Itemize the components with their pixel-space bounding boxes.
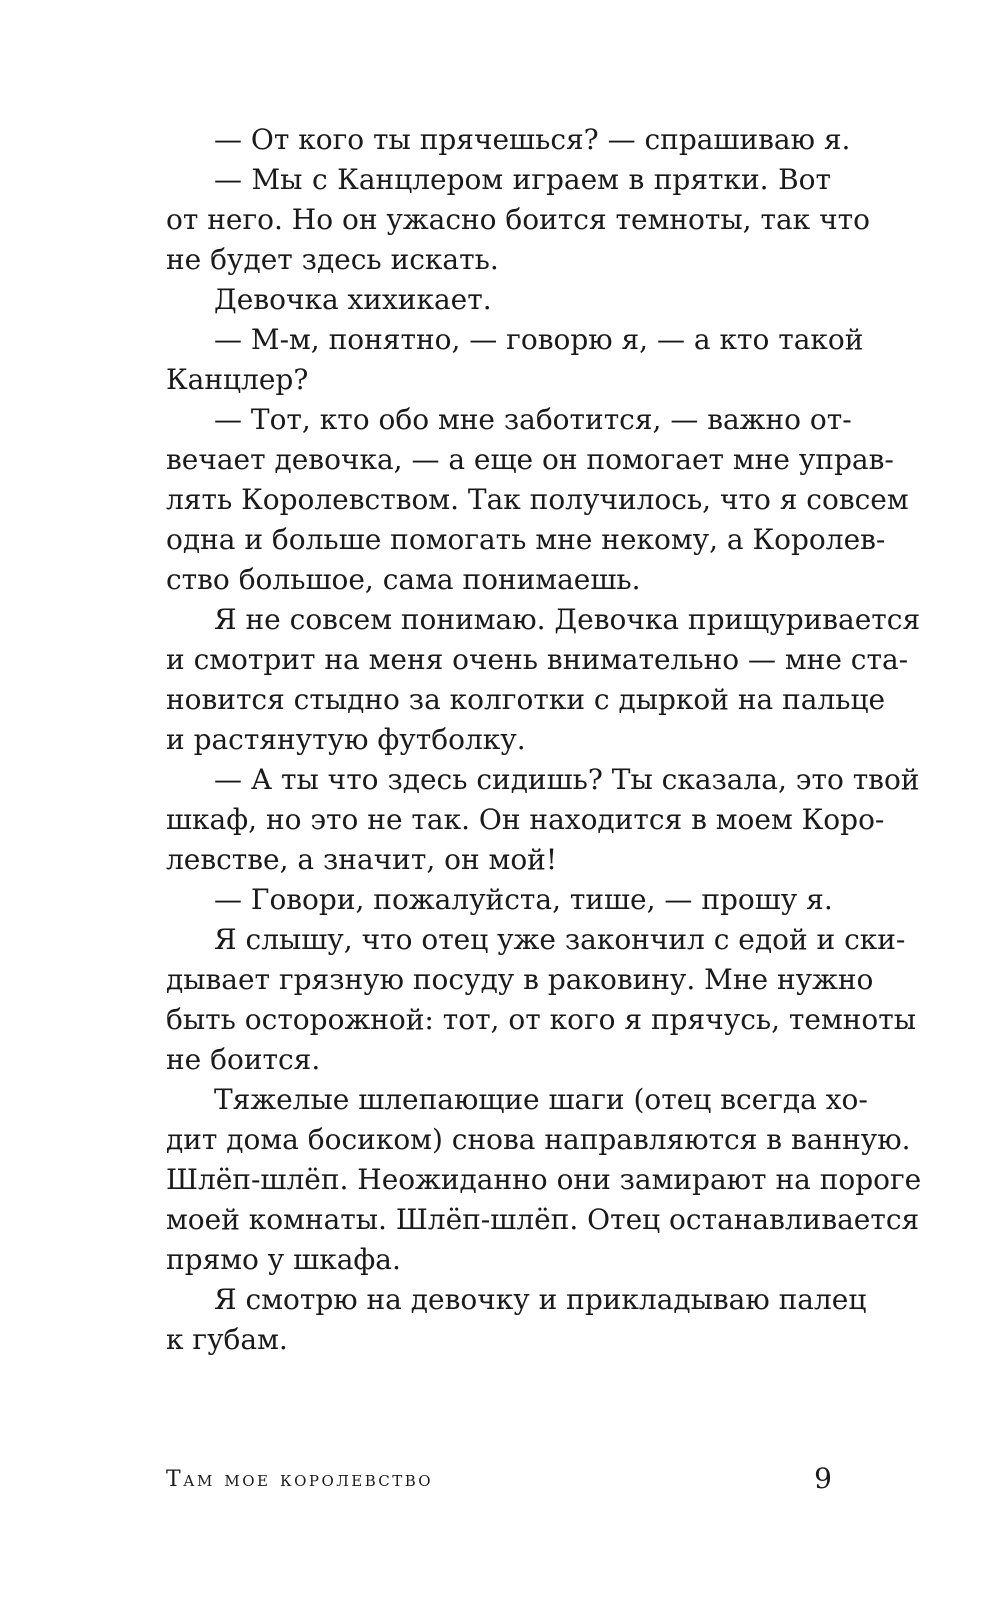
text-line: Я не совсем понимаю. Девочка прищуривается (214, 603, 921, 636)
text-line: — От кого ты прячешься? — спрашиваю я. (214, 123, 851, 156)
paragraph-8 (166, 880, 831, 920)
text-line: Тяжелые шлепающие шаги (отец всегда хо- (214, 1083, 868, 1116)
text-line: — М-м, понятно, — говорю я, — а кто такой (214, 323, 864, 356)
text-line: новится стыдно за колготки с дыркой на пальце (166, 683, 886, 716)
body-text (166, 120, 922, 1360)
paragraph-9 (166, 920, 917, 1080)
paragraph-5 (166, 400, 909, 600)
paragraph-3 (166, 280, 831, 320)
paragraph-6 (166, 600, 921, 760)
text-line: Я слышу, что отец уже закончил с едой и ски- (214, 923, 906, 956)
text-line: одна и больше помогать мне некому, а Королев- (166, 523, 886, 556)
text-line: — Тот, кто обо мне заботится, — важно от- (214, 403, 852, 436)
text-line: не будет здесь искать. (166, 243, 499, 276)
paragraph-4 (166, 320, 864, 400)
text-line: моей комнаты. Шлёп-шлёп. Отец останавливается (166, 1203, 920, 1236)
text-line: дит дома босиком) снова направляются в ванную. (166, 1123, 911, 1156)
text-line: Я смотрю на девочку и прикладываю палец (214, 1283, 867, 1316)
paragraph-7 (166, 760, 920, 880)
text-line: — А ты что здесь сидишь? Ты сказала, это твой (214, 763, 920, 796)
text-line: Канцлер? (166, 363, 309, 396)
page-number: 9 (814, 1462, 832, 1495)
text-line: ство большое, сама понимаешь. (166, 563, 641, 596)
paragraph-1 (166, 120, 851, 160)
text-line: от него. Но он ужасно боится темноты, так что (166, 203, 870, 236)
text-line: Шлёп-шлёп. Неожиданно они замирают на пороге (166, 1163, 922, 1196)
text-line: к губам. (166, 1323, 288, 1356)
text-line: — Мы с Канцлером играем в прятки. Вот (214, 163, 831, 196)
text-line: — Говори, пожалуйста, тише, — прошу я. (214, 883, 833, 916)
text-line: дывает грязную посуду в раковину. Мне нужно (166, 963, 874, 996)
text-line: шкаф, но это не так. Он находится в моем Коро- (166, 803, 885, 836)
text-line: быть осторожной: тот, от кого я прячусь, темноты (166, 1003, 917, 1036)
text-line: левстве, а значит, он мой! (166, 843, 558, 876)
paragraph-11 (166, 1280, 867, 1360)
text-line: не боится. (166, 1043, 321, 1076)
text-line: лять Королевством. Так получилось, что я совсем (166, 483, 909, 516)
text-line: и растянутую футболку. (166, 723, 526, 756)
paragraph-2 (166, 160, 870, 280)
text-line: Девочка хихикает. (214, 283, 492, 316)
text-line: и смотрит на меня очень внимательно — мне ста- (166, 643, 909, 676)
running-title: Там мое королевство (166, 1467, 434, 1492)
text-line: прямо у шкафа. (166, 1243, 401, 1276)
text-line: вечает девочка, — а еще он помогает мне управ- (166, 443, 894, 476)
paragraph-10 (166, 1080, 922, 1280)
